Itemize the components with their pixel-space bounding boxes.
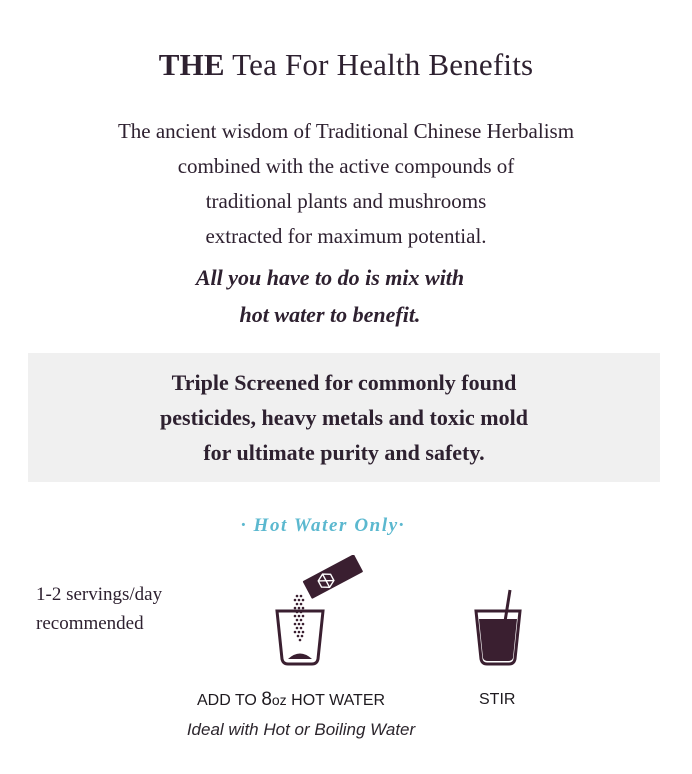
title-emphasis: THE <box>158 47 225 82</box>
hot-water-only-label: · Hot Water Only· <box>240 515 406 536</box>
cup-with-stirrer-icon <box>470 588 526 670</box>
add-to-hot-water-label <box>197 689 385 712</box>
intro-text <box>0 114 692 254</box>
purity-line: for ultimate purity and safety. <box>203 440 485 465</box>
servings-line: 1-2 servings/day <box>36 584 163 605</box>
stir-label: STIR <box>479 691 516 708</box>
intro-line: extracted for maximum potential. <box>205 224 487 248</box>
purity-line: Triple Screened for commonly found <box>171 370 517 395</box>
intro-line: combined with the active compounds of <box>177 154 515 178</box>
intro-line: The ancient wisdom of Traditional Chinese Herbalism <box>117 119 575 143</box>
servings-text <box>36 580 162 638</box>
callout-line: All you have to do is mix with <box>195 265 465 290</box>
instruction-callout <box>0 259 660 333</box>
purity-line: pesticides, heavy metals and toxic mold <box>160 405 528 430</box>
servings-line: recommended <box>36 613 144 634</box>
cup-with-sachet-pour-icon <box>270 555 370 670</box>
callout-line: hot water to benefit. <box>239 302 421 327</box>
step-number: 8 <box>261 689 272 710</box>
step-prefix: ADD TO <box>197 692 262 709</box>
title-text: Tea For Health Benefits <box>232 47 534 82</box>
step-unit: oz <box>271 692 287 708</box>
purity-panel <box>28 353 660 482</box>
ideal-water-note: Ideal with Hot or Boiling Water <box>186 720 416 739</box>
page-title <box>0 44 692 86</box>
step-suffix: HOT WATER <box>286 692 386 709</box>
intro-line: traditional plants and mushrooms <box>205 189 487 213</box>
